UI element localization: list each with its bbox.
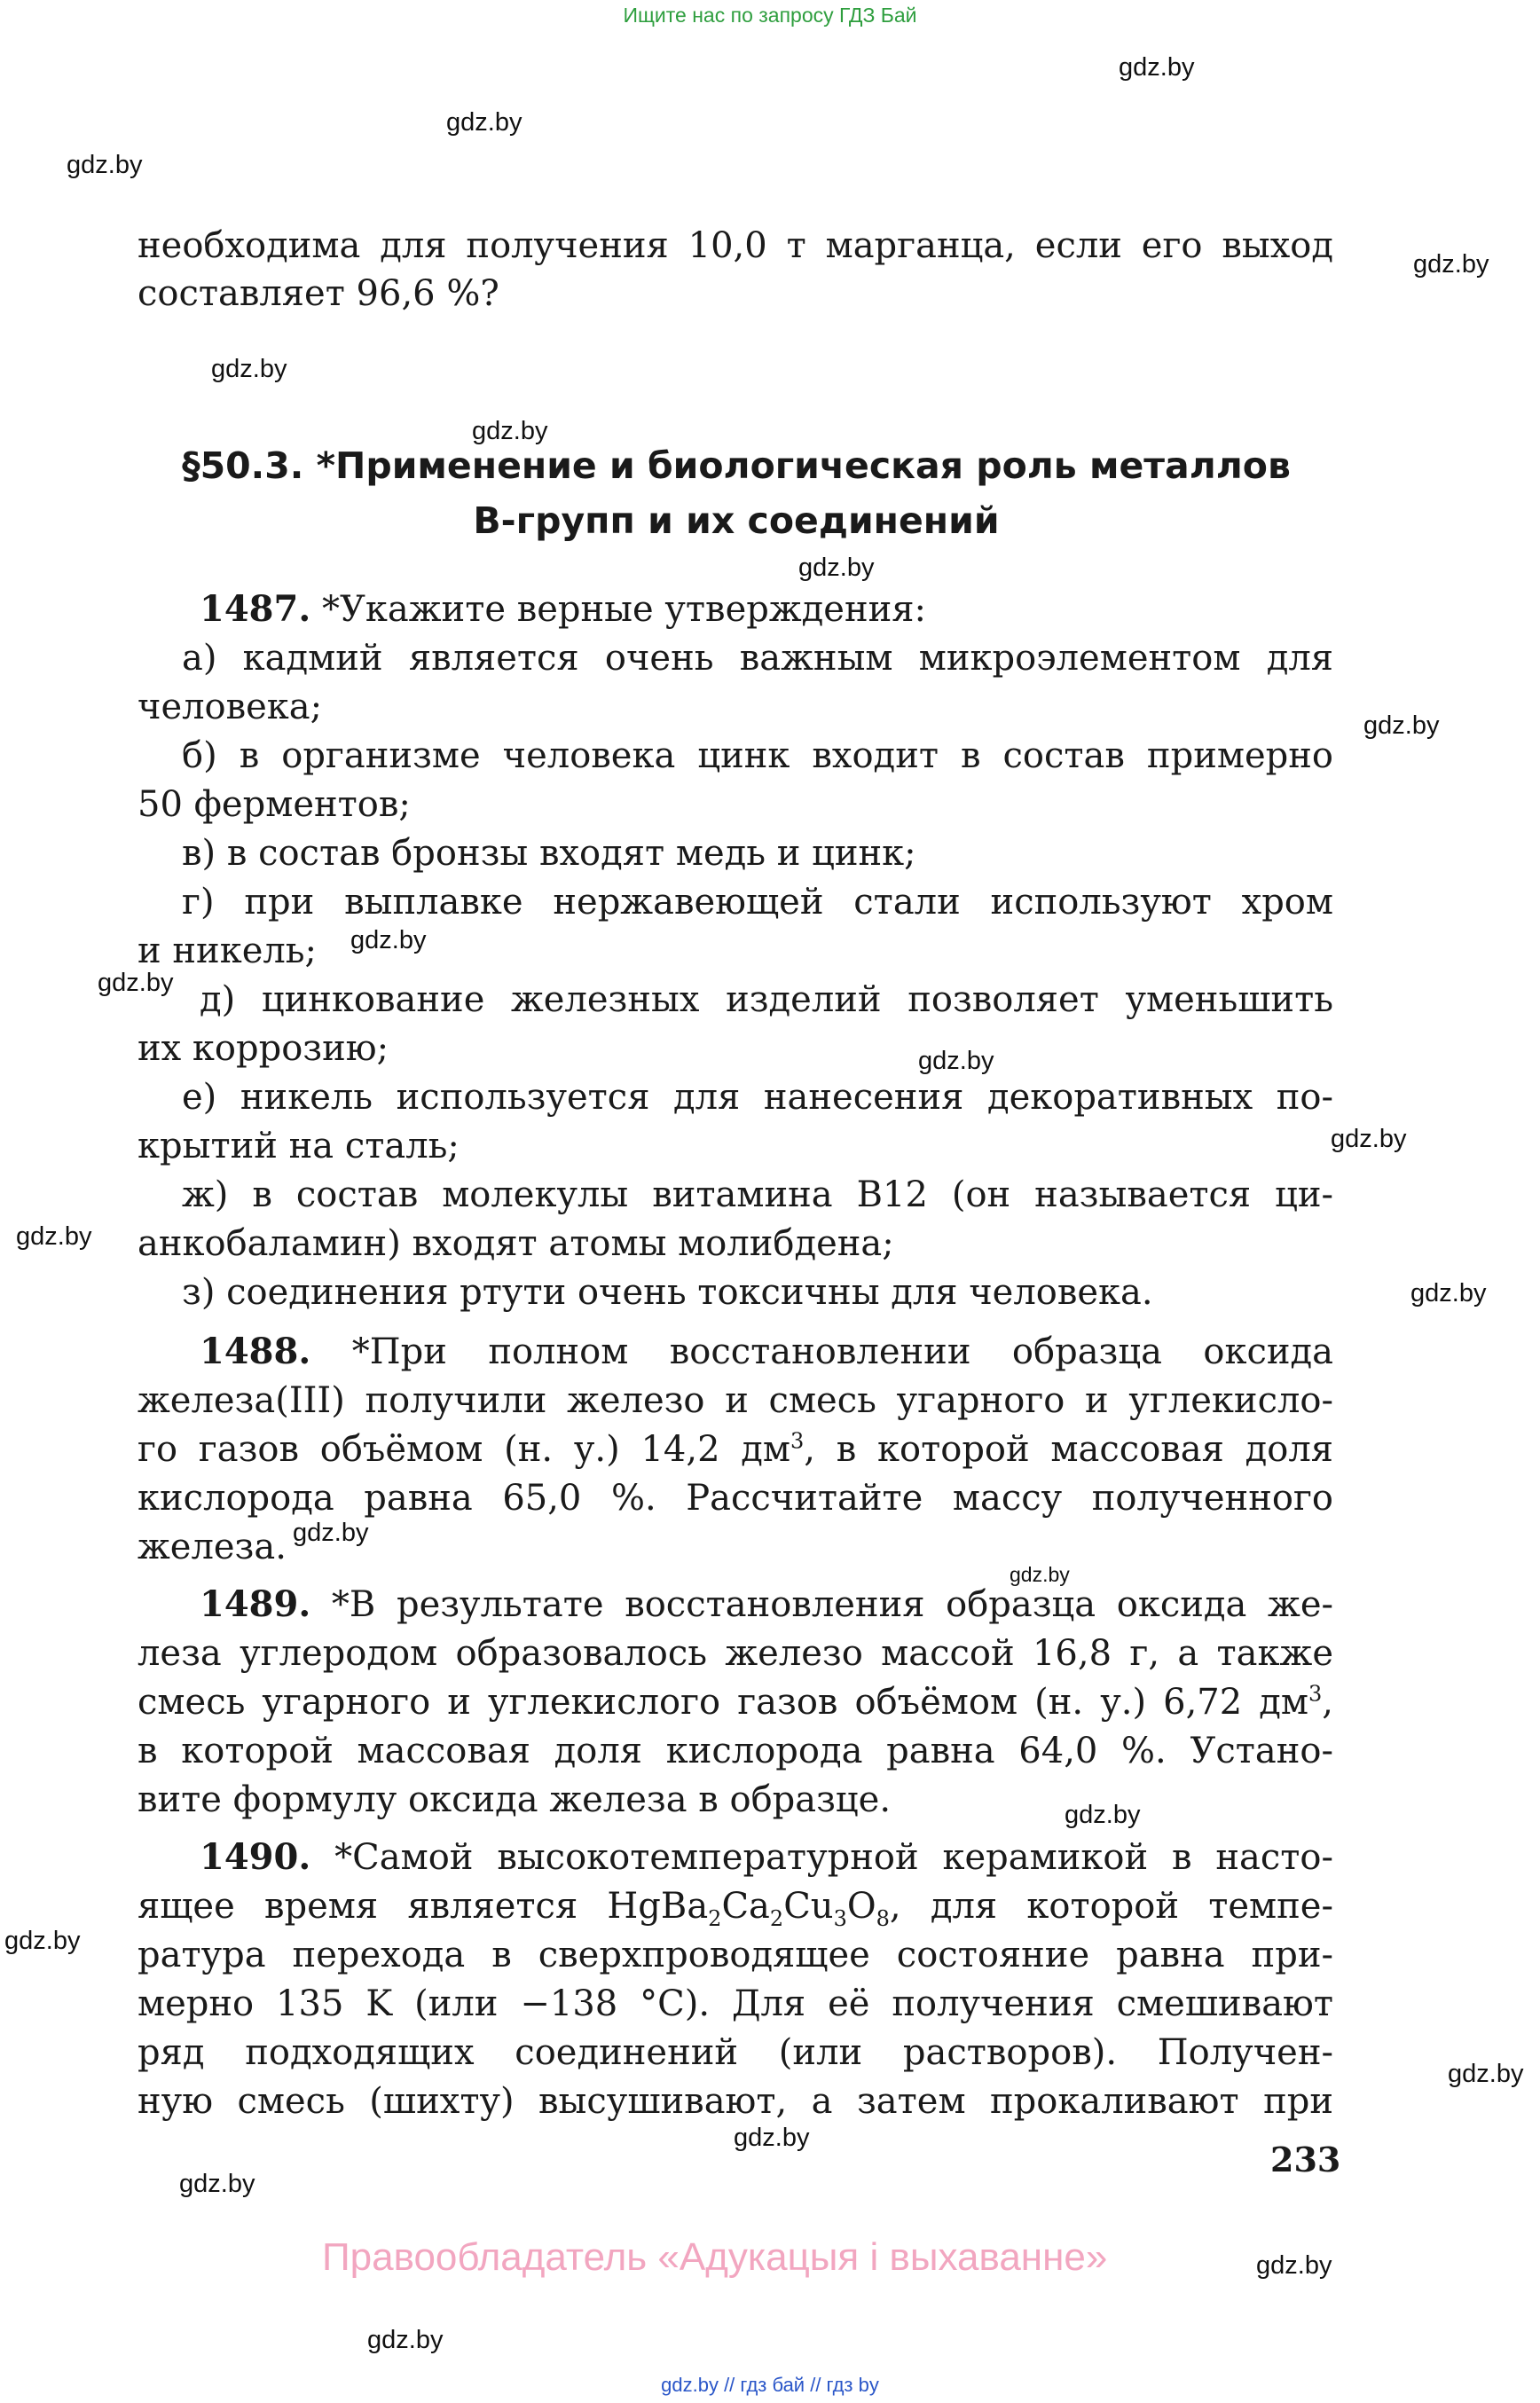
task-1490-line: 1490. *Самой высокотемпературной керамикой в насто-	[200, 1836, 1333, 1878]
task-1489-line: леза углеродом образовалось железо массой 16,8 г, а также	[138, 1633, 1333, 1674]
task-1490-line: ратура перехода в сверхпроводящее состояние равна при-	[138, 1935, 1333, 1975]
task-1490-line: мерно 135 K (или −138 °C). Для её получения смешивают	[138, 1983, 1333, 2024]
watermark: gdz.by	[1331, 1125, 1407, 1153]
section-heading: §50.3. *Применение и биологическая роль металлов	[182, 444, 1291, 487]
task-1487-option: их коррозию;	[138, 1028, 389, 1069]
task-1489-line: вите формулу оксида железа в образце.	[138, 1779, 892, 1820]
watermark: gdz.by	[179, 2170, 255, 2198]
top-search-banner: Ищите нас по запросу ГДЗ Бай	[623, 4, 917, 27]
task-1487-option: з) соединения ртути очень токсичны для человека.	[182, 1272, 1153, 1313]
task-1489-line: 1489. *В результате восстановления образца оксида же-	[200, 1583, 1334, 1625]
intro-line: необходима для получения 10,0 т марганца, если его выход	[138, 225, 1333, 266]
watermark: gdz.by	[1010, 1563, 1070, 1586]
watermark: gdz.by	[446, 108, 522, 137]
watermark: gdz.by	[1065, 1801, 1141, 1829]
watermark: gdz.by	[918, 1047, 994, 1075]
watermark: gdz.by	[734, 2124, 810, 2152]
page-number: 233	[1270, 2140, 1341, 2179]
watermark: gdz.by	[1363, 711, 1440, 740]
task-1488-line: го газов объёмом (н. у.) 14,2 $дм^3$, в которой массовая доля	[138, 1428, 1333, 1470]
watermark: gdz.by	[16, 1222, 92, 1251]
task-1487-option: б) в организме человека цинк входит в состав примерно	[182, 735, 1333, 776]
task-number: 1490.	[200, 1836, 311, 1878]
task-1490-line: ящее время является $HgBa_2Ca_2Cu_3O_8$, для которой темпе-	[138, 1886, 1333, 1931]
task-1490-line: ную смесь (шихту) высушивают, а затем прокаливают при	[138, 2081, 1333, 2122]
watermark: gdz.by	[1410, 1279, 1487, 1308]
task-1490-line: ряд подходящих соединений (или растворов). Получен-	[138, 2032, 1333, 2073]
task-1487-option: анкобаламин) входят атомы молибдена;	[138, 1223, 894, 1264]
task-number: 1489.	[200, 1583, 311, 1625]
watermark: gdz.by	[98, 969, 174, 997]
watermark: gdz.by	[798, 554, 875, 582]
task-1487-option: 50 ферментов;	[138, 784, 411, 825]
task-1487-lead: 1487. *Укажите верные утверждения:	[200, 588, 926, 630]
task-1487-option: и никель;	[138, 931, 318, 971]
watermark: gdz.by	[211, 355, 287, 383]
task-1489-line: в которой массовая доля кислорода равна 64,0 %. Устано-	[138, 1731, 1333, 1771]
task-1488-line: кислорода равна 65,0 %. Рассчитайте массу полученного	[138, 1478, 1333, 1519]
task-1487-option: е) никель используется для нанесения декоративных по-	[182, 1077, 1333, 1118]
task-1487-option: в) в состав бронзы входят медь и цинк;	[182, 833, 916, 874]
copyright-notice: Правообладатель «Адукацыя і выхаванне»	[322, 2235, 1108, 2279]
watermark: gdz.by	[67, 151, 143, 179]
watermark: gdz.by	[1256, 2251, 1332, 2280]
chemical-formula: $HgBa_2Ca_2Cu_3O_8$	[607, 1886, 890, 1931]
bottom-links[interactable]: gdz.by // гдз бай // гдз by	[661, 2374, 879, 2396]
task-1488-line: железа(III) получили железо и смесь угарного и углекисло-	[138, 1380, 1333, 1421]
task-1487-option: а) кадмий является очень важным микроэлементом для	[182, 638, 1333, 679]
task-1487-option: человека;	[138, 687, 323, 727]
watermark: gdz.by	[293, 1519, 369, 1547]
watermark: gdz.by	[1119, 53, 1195, 82]
intro-line: составляет 96,6 %?	[138, 273, 499, 314]
watermark: gdz.by	[1413, 250, 1489, 279]
task-1487-option: д) цинкование железных изделий позволяет уменьшить	[200, 979, 1333, 1020]
task-1488-line: 1488. *При полном восстановлении образца оксида	[200, 1331, 1333, 1372]
task-number: 1488.	[200, 1331, 311, 1372]
section-heading: B-групп и их соединений	[473, 499, 1000, 542]
watermark: gdz.by	[1448, 2060, 1524, 2088]
watermark: gdz.by	[350, 926, 427, 954]
task-1487-option: крытий на сталь;	[138, 1126, 460, 1166]
watermark: gdz.by	[472, 417, 548, 445]
task-1489-line: смесь угарного и углекислого газов объёмом (н. у.) 6,72 $дм^3$,	[138, 1681, 1333, 1723]
task-1488-line: железа.	[138, 1527, 287, 1567]
watermark: gdz.by	[367, 2326, 444, 2354]
task-1487-option: ж) в состав молекулы витамина B12 (он называется ци-	[182, 1174, 1333, 1215]
task-number: 1487.	[200, 588, 311, 630]
watermark: gdz.by	[4, 1927, 81, 1955]
task-1487-option: г) при выплавке нержавеющей стали используют хром	[182, 882, 1333, 923]
